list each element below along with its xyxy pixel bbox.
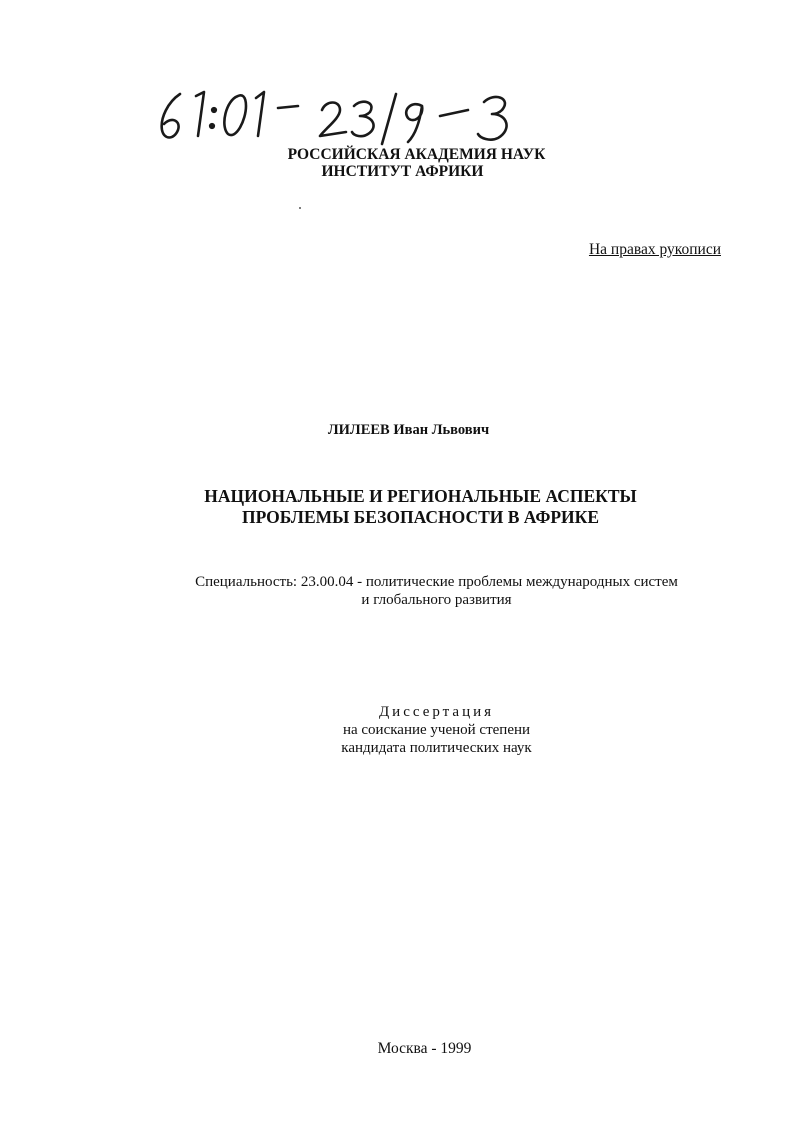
title-line-1: НАЦИОНАЛЬНЫЕ И РЕГИОНАЛЬНЫЕ АСПЕКТЫ [204, 486, 637, 506]
organization-block [0, 146, 793, 180]
dissertation-title [0, 486, 793, 528]
institute-name: ИНСТИТУТ АФРИКИ [321, 163, 484, 180]
author-name: ЛИЛЕЕВ Иван Львович [327, 422, 490, 438]
specialty-line-2: и глобального развития [361, 592, 512, 608]
specialty-line-1: Специальность: 23.00.04 - политические проблемы международных систем [195, 574, 678, 590]
scan-speck [299, 207, 301, 209]
specialty-block [0, 573, 793, 609]
city-year: Москва - 1999 [377, 1040, 472, 1057]
dissertation-block [0, 703, 793, 757]
degree-line-2: кандидата политических наук [341, 740, 532, 756]
dissertation-heading: Диссертация [378, 704, 495, 720]
title-line-2: ПРОБЛЕМЫ БЕЗОПАСНОСТИ В АФРИКЕ [241, 507, 600, 527]
rights-note: На правах рукописи [588, 241, 721, 258]
academy-name: РОССИЙСКАЯ АКАДЕМИЯ НАУК [287, 146, 546, 163]
degree-line-1: на соискание ученой степени [342, 722, 531, 738]
